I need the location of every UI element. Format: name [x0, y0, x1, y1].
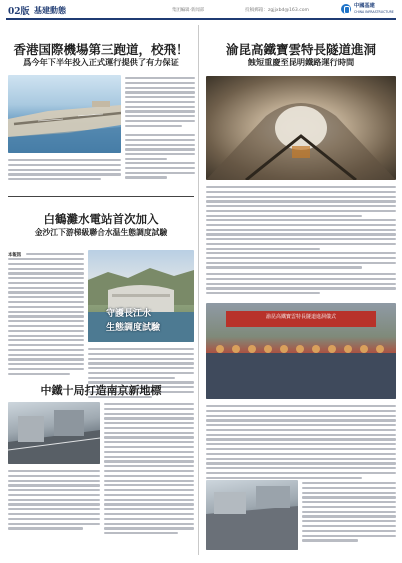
ceremony-photo — [206, 303, 396, 399]
yuchang-body-1 — [206, 186, 396, 217]
yuchang-body-3 — [206, 252, 396, 269]
rail-photo — [8, 402, 100, 464]
tunnel-photo — [206, 76, 396, 180]
baiheitan-body-left — [8, 258, 84, 375]
nanjing-caption — [8, 470, 100, 530]
yuchang-body-5 — [206, 405, 396, 479]
page-header — [0, 0, 402, 24]
rail-photo-2 — [206, 480, 298, 550]
page-number: 02版 — [8, 7, 30, 17]
logo-subtext: CHINA INFRASTRUCTURE — [354, 10, 394, 14]
baiheitan-byline: 本報訊 — [8, 253, 22, 258]
nanjing-title: 中鐵十局打造南京新地標 — [40, 384, 162, 397]
yuchang-body-4 — [206, 273, 396, 294]
nanjing-body-right — [104, 403, 194, 534]
department-label: 集团編辑·新闻部 — [172, 8, 205, 13]
logo-text: 中國基建 — [354, 3, 375, 9]
hk-article-subtitle: 爲今年下半年投入正式運行提供了有力保证 — [23, 57, 179, 67]
dam-overlay-title: 守護長江水 — [106, 309, 152, 319]
dam-photo — [88, 250, 194, 342]
hk-body-right-2 — [125, 134, 195, 160]
yuchang-body-6 — [302, 482, 396, 542]
yuchang-title: 渝昆高鐵寶雲特長隧道進洞 — [225, 42, 376, 57]
header-rule — [6, 18, 396, 20]
baiheitan-body-left-a — [26, 253, 84, 255]
hk-body-right-3 — [125, 162, 195, 179]
hk-body-right — [125, 77, 195, 127]
baiheitan-title: 白鶴灘水電站首次加入 — [43, 212, 159, 226]
section-name: 基建動態 — [34, 5, 66, 15]
baiheitan-subtitle: 金沙江下游梯級聯合水温生態調度試驗 — [34, 228, 168, 237]
contact-email[interactable]: 投稿郵箱：zgjjxbd@163.com — [245, 8, 310, 13]
brand-logo — [341, 3, 397, 17]
column-divider — [198, 25, 199, 555]
ceremony-banner: 渝昆高鐵寶雲特長隧道進洞儀式 — [265, 314, 336, 320]
logo-icon — [341, 4, 351, 14]
section-rule — [8, 196, 194, 197]
hk-caption — [8, 159, 121, 180]
runway-photo — [8, 75, 121, 153]
yuchang-subtitle: 蝕短重慶至昆明鐵路運行時間 — [247, 57, 355, 67]
hk-article-title: 香港国際機場第三跑道，校飛！ — [13, 42, 189, 57]
dam-overlay-subtitle: 生態調度試驗 — [106, 323, 161, 333]
yuchang-body-2 — [206, 219, 396, 250]
